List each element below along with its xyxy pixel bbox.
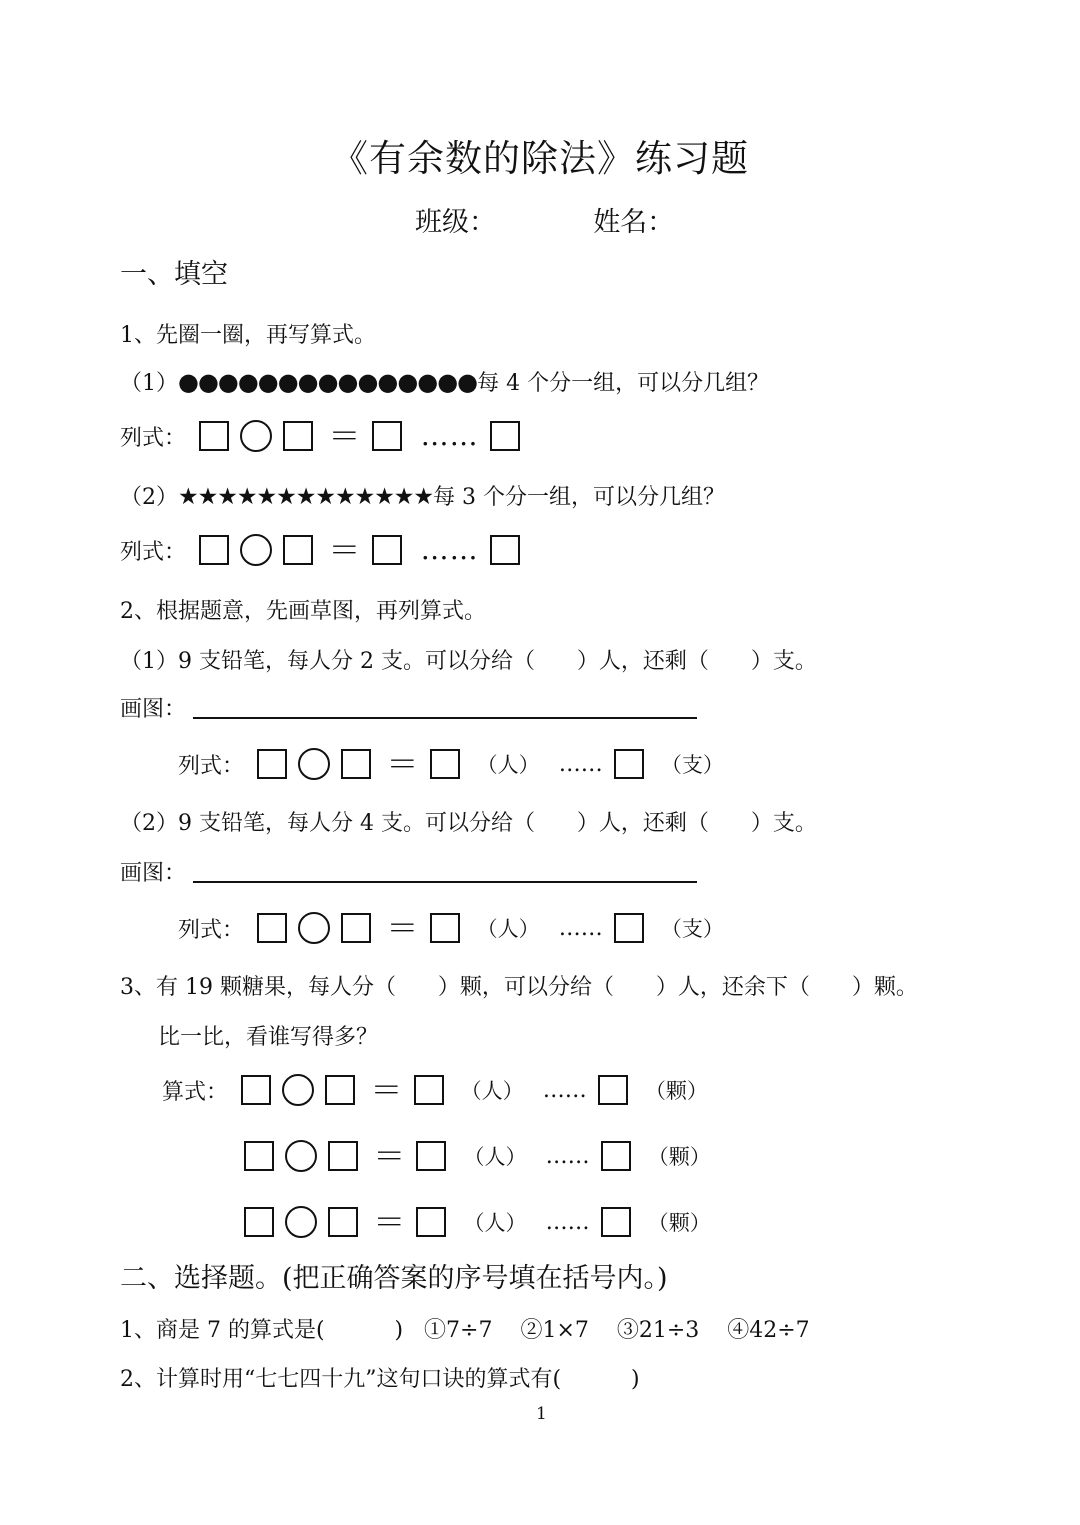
operator-circle[interactable] (298, 748, 330, 780)
remainder-dots: …… (420, 419, 479, 452)
answer-box[interactable] (598, 1075, 628, 1105)
dot-symbols: ●●●●●●●●●●●●●●● (178, 368, 478, 396)
unit-pencil: （支） (660, 917, 724, 941)
remainder-dots: …… (420, 533, 479, 566)
q1-part1 (120, 366, 769, 397)
formula-label: 列式： (178, 917, 245, 943)
q1-part1-tail: 每 4 个分一组，可以分几组？ (477, 371, 770, 396)
answer-box[interactable] (328, 1141, 358, 1171)
equals-sign: ＝ (386, 909, 419, 947)
formula-label: 列式： (120, 425, 187, 451)
answer-box[interactable] (416, 1141, 446, 1171)
q3-formula-3 (244, 1203, 717, 1241)
answer-box[interactable] (372, 421, 402, 451)
answer-box[interactable] (283, 421, 313, 451)
q3-text: 3、有 19 颗糖果，每人分（ ）颗，可以分给（ ）人，还余下（ ）颗。 (120, 975, 918, 1000)
answer-box[interactable] (430, 749, 460, 779)
q2-part2-formula (178, 909, 730, 947)
answer-box[interactable] (614, 913, 644, 943)
q3-formula-2 (244, 1137, 717, 1175)
answer-box[interactable] (614, 749, 644, 779)
section2-heading: 二、选择题。(把正确答案的序号填在括号内。) (120, 1263, 668, 1294)
page-number: 1 (536, 1404, 547, 1424)
operator-circle[interactable] (285, 1140, 317, 1172)
remainder-dots: …… (545, 1143, 590, 1169)
drawing-line[interactable] (193, 881, 697, 883)
operator-circle[interactable] (240, 534, 272, 566)
equals-sign: ＝ (373, 1203, 406, 1241)
answer-box[interactable] (341, 749, 371, 779)
answer-box[interactable] (490, 421, 520, 451)
draw-label: 画图： (120, 861, 187, 886)
name-label: 姓名： (593, 207, 675, 238)
class-label: 班级： (415, 207, 496, 238)
equals-sign: ＝ (373, 1137, 406, 1175)
drawing-line[interactable] (193, 717, 697, 719)
unit-people: （人） (476, 753, 540, 777)
q1-part2-tail: 每 3 个分一组，可以分几组？ (433, 485, 726, 510)
q1-part1-formula (120, 417, 526, 455)
answer-box[interactable] (372, 535, 402, 565)
answer-box[interactable] (601, 1207, 631, 1237)
draw-label: 画图： (120, 697, 187, 722)
q2-part2: （2）9 支铅笔，每人分 4 支。可以分给（ ）人，还剩（ ）支。 (120, 811, 817, 836)
q2-part1-formula (178, 745, 730, 783)
class-name-line (415, 200, 674, 239)
remainder-dots: …… (558, 751, 603, 777)
answer-box[interactable] (341, 913, 371, 943)
answer-box[interactable] (325, 1075, 355, 1105)
formula-label: 列式： (178, 753, 245, 779)
operator-circle[interactable] (240, 420, 272, 452)
answer-box[interactable] (244, 1141, 274, 1171)
remainder-dots: …… (545, 1209, 590, 1235)
formula-label: 列式： (120, 539, 187, 565)
equals-sign: ＝ (386, 745, 419, 783)
answer-box[interactable] (414, 1075, 444, 1105)
page-title: 《有余数的除法》练习题 (331, 137, 749, 180)
unit-candy: （颗） (644, 1079, 708, 1103)
answer-box[interactable] (430, 913, 460, 943)
unit-candy: （颗） (647, 1145, 711, 1169)
q2-part1: （1）9 支铅笔，每人分 2 支。可以分给（ ）人，还剩（ ）支。 (120, 649, 817, 674)
choice-q2: 2、计算时用“七七四十九”这句口诀的算式有( ) (120, 1367, 640, 1392)
operator-circle[interactable] (298, 912, 330, 944)
remainder-dots: …… (558, 915, 603, 941)
operator-circle[interactable] (285, 1206, 317, 1238)
q1-text: 1、先圈一圈，再写算式。 (120, 323, 376, 348)
q3-sub: 比一比，看谁写得多？ (158, 1025, 379, 1050)
unit-people: （人） (463, 1211, 527, 1235)
answer-box[interactable] (490, 535, 520, 565)
operator-circle[interactable] (282, 1074, 314, 1106)
answer-box[interactable] (257, 913, 287, 943)
answer-box[interactable] (328, 1207, 358, 1237)
star-symbols: ★★★★★★★★★★★★★ (178, 484, 434, 510)
unit-pencil: （支） (660, 753, 724, 777)
answer-box[interactable] (199, 421, 229, 451)
q1-part1-prefix: （1） (120, 371, 178, 396)
answer-box[interactable] (416, 1207, 446, 1237)
unit-people: （人） (476, 917, 540, 941)
equals-sign: ＝ (328, 417, 361, 455)
answer-box[interactable] (283, 535, 313, 565)
equals-sign: ＝ (370, 1071, 403, 1109)
section1-heading: 一、填空 (120, 259, 228, 290)
equals-sign: ＝ (328, 531, 361, 569)
choice-q1: 1、商是 7 的算式是( ) ①7÷7 ②1×7 ③21÷3 ④42÷7 (120, 1318, 810, 1343)
remainder-dots: …… (542, 1077, 587, 1103)
q1-part2-formula (120, 531, 526, 569)
answer-box[interactable] (257, 749, 287, 779)
unit-people: （人） (463, 1145, 527, 1169)
answer-box[interactable] (244, 1207, 274, 1237)
unit-people: （人） (460, 1079, 524, 1103)
formula-label: 算式： (162, 1079, 229, 1105)
answer-box[interactable] (601, 1141, 631, 1171)
q3-formula-1 (162, 1071, 714, 1109)
q2-text: 2、根据题意，先画草图，再列算式。 (120, 599, 486, 624)
q1-part2 (120, 480, 725, 511)
q1-part2-prefix: （2） (120, 485, 178, 510)
unit-candy: （颗） (647, 1211, 711, 1235)
answer-box[interactable] (199, 535, 229, 565)
answer-box[interactable] (241, 1075, 271, 1105)
